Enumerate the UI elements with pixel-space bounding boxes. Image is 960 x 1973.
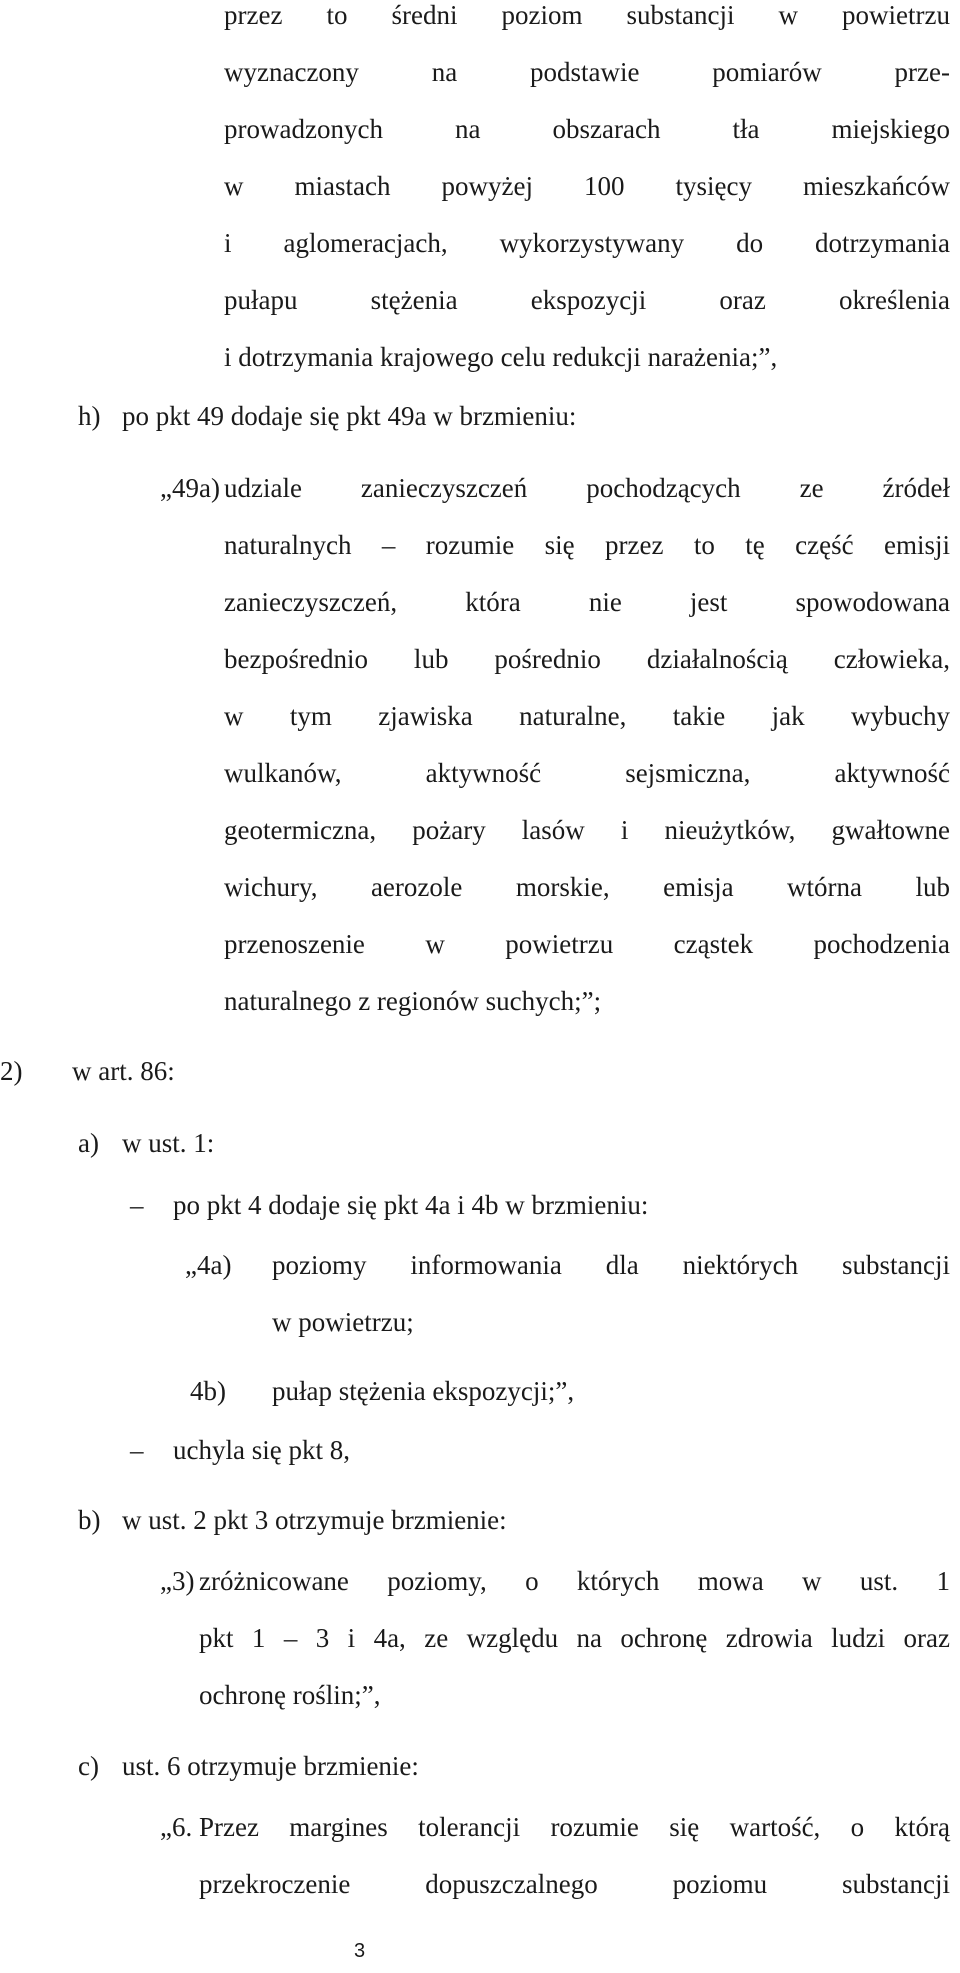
point-text: pułap stężenia ekspozycji;”,	[272, 1376, 575, 1406]
definition-line: udziale zanieczyszczeń pochodzących ze źródeł	[224, 473, 950, 503]
point-line: poziomy informowania dla niektórych substancji	[272, 1250, 950, 1280]
dash-marker: –	[130, 1190, 144, 1220]
paragraph-line: w miastach powyżej 100 tysięcy mieszkańców	[224, 171, 950, 201]
definition-line: w tym zjawiska naturalne, takie jak wybuchy	[224, 701, 950, 731]
paragraph-line: prowadzonych na obszarach tła miejskiego	[224, 114, 950, 144]
list-marker: c)	[78, 1751, 99, 1781]
dash-item-text: po pkt 4 dodaje się pkt 4a i 4b w brzmieniu:	[173, 1190, 649, 1220]
list-item-text: ust. 6 otrzymuje brzmienie:	[122, 1751, 419, 1781]
point-marker: „4a)	[185, 1250, 232, 1280]
dash-item-text: uchyla się pkt 8,	[173, 1435, 350, 1465]
definition-marker: „49a)	[160, 473, 220, 503]
point-line: przekroczenie dopuszczalnego poziomu substancji	[199, 1869, 950, 1899]
definition-line: zanieczyszczeń, która nie jest spowodowana	[224, 587, 950, 617]
paragraph-line: i aglomeracjach, wykorzystywany do dotrzymania	[224, 228, 950, 258]
point-marker: 4b)	[190, 1376, 226, 1406]
list-item-text: w ust. 1:	[122, 1128, 215, 1158]
paragraph-line: przez to średni poziom substancji w powietrzu	[224, 0, 950, 30]
definition-line: naturalnych – rozumie się przez to tę część emisji	[224, 530, 950, 560]
point-line: Przez margines tolerancji rozumie się wartość, o którą	[199, 1812, 950, 1842]
definition-line: wulkanów, aktywność sejsmiczna, aktywność	[224, 758, 950, 788]
paragraph-line: wyznaczony na podstawie pomiarów prze-	[224, 57, 950, 87]
paragraph-line: pułapu stężenia ekspozycji oraz określenia	[224, 285, 950, 315]
list-item-text: w ust. 2 pkt 3 otrzymuje brzmienie:	[122, 1505, 507, 1535]
point-marker: „3)	[160, 1566, 195, 1596]
list-item-text: po pkt 49 dodaje się pkt 49a w brzmieniu:	[122, 401, 577, 431]
page-number: 3	[354, 1940, 366, 1962]
point-line: ochronę roślin;”,	[199, 1680, 381, 1710]
point-line: zróżnicowane poziomy, o których mowa w ust. 1	[199, 1566, 950, 1596]
point-marker: „6.	[160, 1812, 193, 1842]
dash-marker: –	[130, 1435, 144, 1465]
definition-line: geotermiczna, pożary lasów i nieużytków, gwałtowne	[224, 815, 950, 845]
point-line: w powietrzu;	[272, 1307, 414, 1337]
paragraph-line: i dotrzymania krajowego celu redukcji narażenia;”,	[224, 342, 778, 372]
list-marker: a)	[78, 1128, 99, 1158]
definition-line: wichury, aerozole morskie, emisja wtórna lub	[224, 872, 950, 902]
list-marker: b)	[78, 1505, 101, 1535]
definition-line: bezpośrednio lub pośrednio działalnością człowieka,	[224, 644, 950, 674]
list-marker: 2)	[0, 1056, 23, 1086]
point-line: pkt 1 – 3 i 4a, ze względu na ochronę zdrowia ludzi oraz	[199, 1623, 950, 1653]
definition-line: naturalnego z regionów suchych;”;	[224, 986, 602, 1016]
list-marker: h)	[78, 401, 101, 431]
definition-line: przenoszenie w powietrzu cząstek pochodzenia	[224, 929, 950, 959]
list-item-text: w art. 86:	[72, 1056, 175, 1086]
